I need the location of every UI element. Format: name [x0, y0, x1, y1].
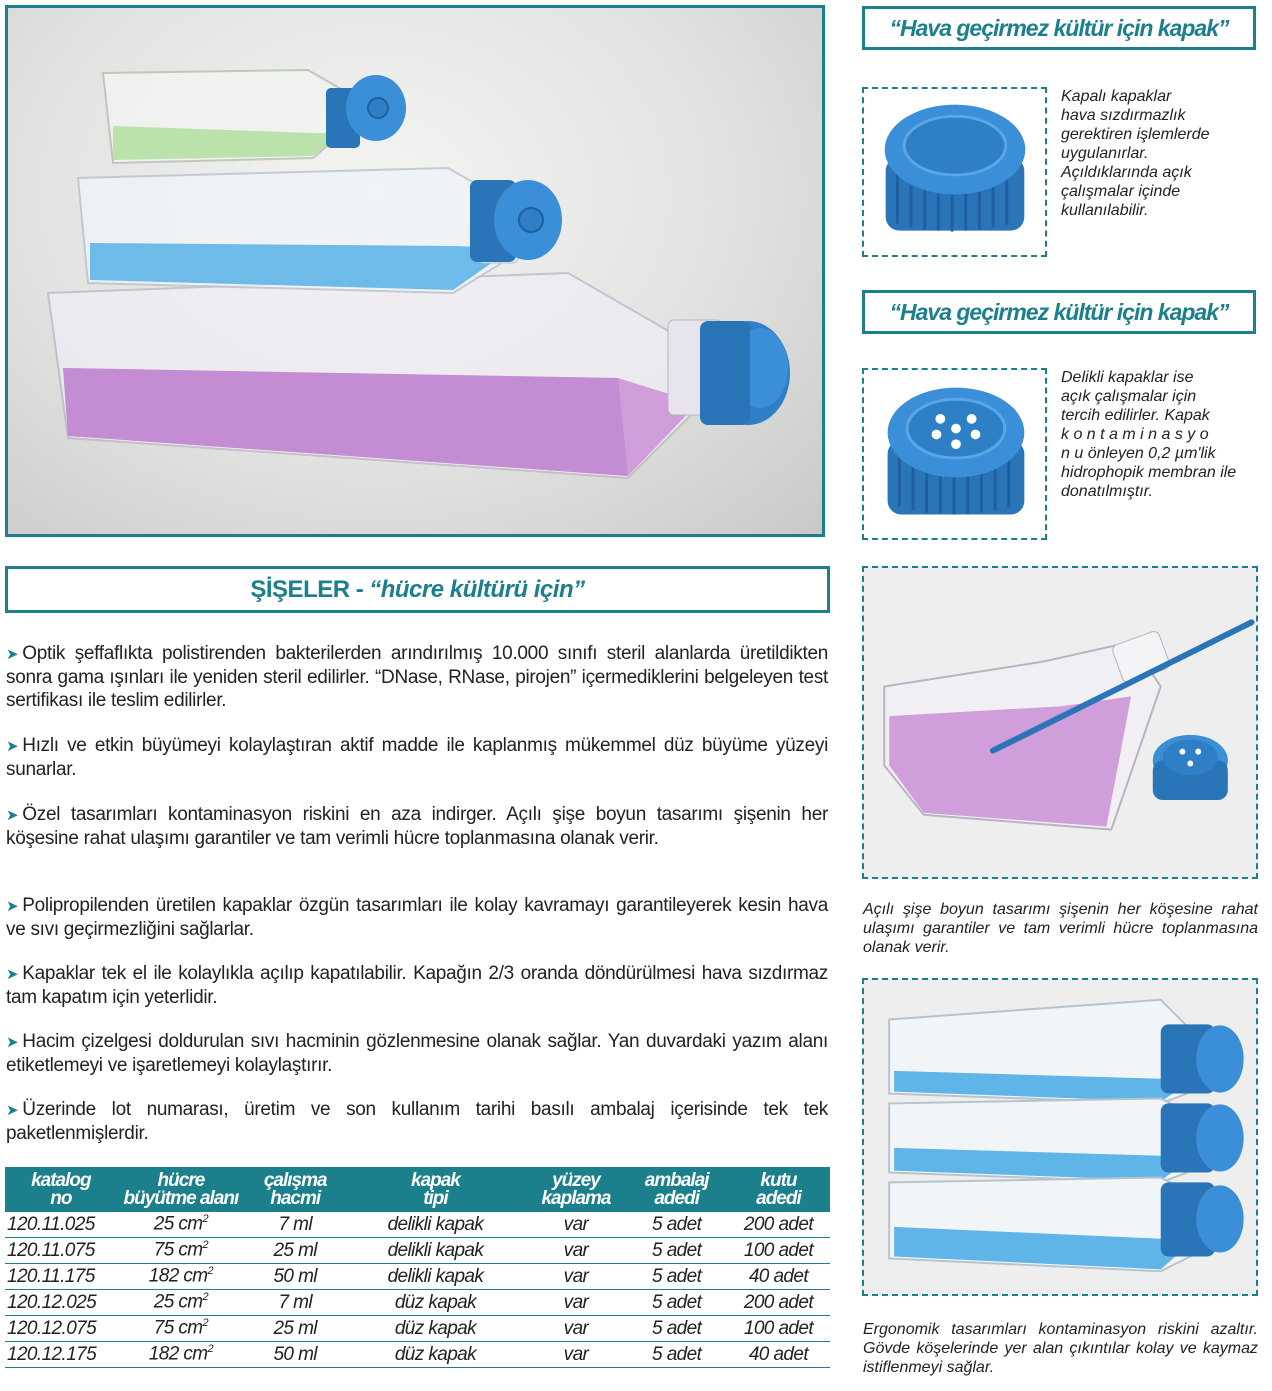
cell-coating: var: [526, 1316, 627, 1342]
bullet-text: Optik şeffaflıkta polistirenden bakterilerden arındırılmış 10.000 sınıfı steril alanlarda üretildikten sonra gama ışınları ile yeniden steril edilirler. “DNase, RNase, pirojen” içermediklerini belgeleyen test sertifikası ile teslim edilirler.: [6, 643, 828, 711]
bullet-item: [6, 1030, 828, 1077]
cell-box: 200 adet: [727, 1212, 830, 1238]
angled-neck-flask-illustration: [864, 568, 1256, 877]
cell-cap: delikli kapak: [345, 1264, 525, 1290]
cell-coating: var: [526, 1264, 627, 1290]
cell-catalog-no: 120.11.025: [5, 1212, 117, 1238]
arrow-bullet-icon: ➤: [6, 898, 19, 915]
cell-cap: delikli kapak: [345, 1212, 525, 1238]
table-row: [5, 1342, 830, 1368]
cell-pack: 5 adet: [626, 1316, 726, 1342]
bullet-text: Üzerinde lot numarası, üretim ve son kullanım tarihi basılı ambalaj içerisinde tek tek paketlenmişlerdir.: [6, 1099, 828, 1144]
cell-cap: düz kapak: [345, 1290, 525, 1316]
section-title-sub: “hücre kültürü için”: [369, 575, 585, 603]
bullet-item: [6, 962, 828, 1009]
bullet-text: Özel tasarımları kontaminasyon riskini en aza indirger. Açılı şişe boyun tasarımı şişenin her köşesine rahat ulaşımı garantiler ve tam verimli hücre toplanmasına olanak verir.: [6, 804, 828, 849]
cell-pack: 5 adet: [626, 1264, 726, 1290]
cell-coating: var: [526, 1342, 627, 1368]
cell-volume: 7 ml: [245, 1212, 345, 1238]
angled-neck-photo: [862, 566, 1258, 879]
cell-catalog-no: 120.12.075: [5, 1316, 117, 1342]
angled-neck-caption: Açılı şişe boyun tasarımı şişenin her köşesine rahat ulaşımı garantiler ve tam verimli hücre toplanmasına olanak verir.: [863, 901, 1258, 956]
vented-cap-title: “Hava geçirmez kültür için kapak”: [862, 290, 1256, 334]
arrow-bullet-icon: ➤: [6, 738, 19, 755]
vented-cap-description: Delikli kapaklar ise açık çalışmalar için tercih edilirler. Kapak k o n t a m i n a s y o n u önleyen 0,2 µm'lik hidrophopik membran ile donatılmıştır.: [1061, 369, 1237, 500]
cell-cap: delikli kapak: [345, 1238, 525, 1264]
bullet-item: [6, 1098, 828, 1145]
cell-area: 25 $cm^2$: [117, 1212, 245, 1238]
bullet-text: Polipropilenden üretilen kapaklar özgün tasarımları ile kolay kavramayı garantileyerek kesin hava ve sıvı geçirmezliğini sağlarlar.: [6, 895, 828, 940]
bullet-text: Hızlı ve etkin büyümeyi kolaylaştıran aktif madde ile kaplanmış mükemmel düz büyüme yüzeyi sunarlar.: [6, 735, 828, 780]
bullet-item: [6, 642, 828, 712]
header-cap-type: kapak tipi: [345, 1167, 525, 1212]
cell-box: 40 adet: [727, 1342, 830, 1368]
medium-flask: [78, 168, 562, 293]
cell-cap: düz kapak: [345, 1316, 525, 1342]
bullet-text: Hacim çizelgesi doldurulan sıvı hacminin gözlenmesine olanak sağlar. Yan duvardaki yazım alanı etiketlemeyi ve işaretlemeyi kolaylaştırır.: [6, 1031, 828, 1076]
arrow-bullet-icon: ➤: [6, 1034, 19, 1051]
stacked-flasks-illustration: [8, 8, 822, 534]
section-title: [5, 566, 830, 613]
stack-flask-1: [889, 1000, 1243, 1104]
stackable-caption: Ergonomik tasarımları kontaminasyon riskini azaltır. Gövde köşelerinde yer alan çıkıntılar kolay ve kaymaz istiflenmeyi sağlar.: [863, 1321, 1258, 1376]
cell-box: 40 adet: [727, 1264, 830, 1290]
cell-catalog-no: 120.12.175: [5, 1342, 117, 1368]
closed-cap-description: Kapalı kapaklar hava sızdırmazlık gerektiren işlemlerde uygulanırlar. Açıldıklarında açık çalışmalar içinde kullanılabilir.: [1061, 88, 1210, 219]
cell-coating: var: [526, 1238, 627, 1264]
cell-box: 100 adet: [727, 1238, 830, 1264]
header-growth-area: hücre büyütme alanı: [117, 1167, 245, 1212]
cell-pack: 5 adet: [626, 1238, 726, 1264]
closed-cap-icon: [864, 89, 1045, 255]
cell-area: 75 $cm^2$: [117, 1238, 245, 1264]
stacked-blue-flasks-illustration: [864, 980, 1256, 1294]
cell-box: 100 adet: [727, 1316, 830, 1342]
table-header-row: [5, 1167, 830, 1212]
cell-box: 200 adet: [727, 1290, 830, 1316]
cell-volume: 50 ml: [245, 1342, 345, 1368]
cell-pack: 5 adet: [626, 1290, 726, 1316]
stack-flask-3: [889, 1177, 1243, 1271]
header-working-volume: çalışma hacmi: [245, 1167, 345, 1212]
cell-volume: 25 ml: [245, 1316, 345, 1342]
header-box-qty: kutu adedi: [727, 1167, 830, 1212]
vented-cap-icon: [864, 370, 1045, 538]
catalog-table: [5, 1167, 830, 1368]
large-flask: [48, 273, 790, 478]
arrow-bullet-icon: ➤: [6, 1102, 19, 1119]
small-flask: [103, 70, 406, 163]
stackable-flasks-photo: [862, 978, 1258, 1296]
header-surface-coating: yüzey kaplama: [526, 1167, 627, 1212]
bullet-item: [6, 734, 828, 781]
vented-cap-photo: [862, 368, 1047, 540]
arrow-bullet-icon: ➤: [6, 646, 19, 663]
closed-cap-photo: [862, 87, 1047, 257]
cell-area: 182 $cm^2$: [117, 1342, 245, 1368]
cell-coating: var: [526, 1290, 627, 1316]
header-pack-qty: ambalaj adedi: [626, 1167, 726, 1212]
cell-area: 182 $cm^2$: [117, 1264, 245, 1290]
section-title-main: ŞİŞELER -: [250, 575, 364, 603]
table-row: [5, 1290, 830, 1316]
cell-area: 25 $cm^2$: [117, 1290, 245, 1316]
cell-cap: düz kapak: [345, 1342, 525, 1368]
closed-cap-title: “Hava geçirmez kültür için kapak”: [862, 6, 1256, 50]
cell-catalog-no: 120.11.075: [5, 1238, 117, 1264]
cell-volume: 50 ml: [245, 1264, 345, 1290]
cell-catalog-no: 120.12.025: [5, 1290, 117, 1316]
table-row: [5, 1316, 830, 1342]
table-row: [5, 1264, 830, 1290]
arrow-bullet-icon: ➤: [6, 966, 19, 983]
hero-flasks-photo: [5, 5, 825, 537]
arrow-bullet-icon: ➤: [6, 807, 19, 824]
stack-flask-2: [889, 1098, 1243, 1182]
header-catalog-no: katalog no: [5, 1167, 117, 1212]
bullet-text: Kapaklar tek el ile kolaylıkla açılıp kapatılabilir. Kapağın 2/3 oranda döndürülmesi hava sızdırmaz tam kapatım için yeterlidir.: [6, 963, 828, 1008]
cell-catalog-no: 120.11.175: [5, 1264, 117, 1290]
bullet-item: [6, 803, 828, 850]
cell-area: 75 $cm^2$: [117, 1316, 245, 1342]
table-row: [5, 1238, 830, 1264]
cell-volume: 7 ml: [245, 1290, 345, 1316]
cell-coating: var: [526, 1212, 627, 1238]
cell-pack: 5 adet: [626, 1342, 726, 1368]
table-row: [5, 1212, 830, 1238]
cell-volume: 25 ml: [245, 1238, 345, 1264]
bullet-item: [6, 894, 828, 941]
cell-pack: 5 adet: [626, 1212, 726, 1238]
